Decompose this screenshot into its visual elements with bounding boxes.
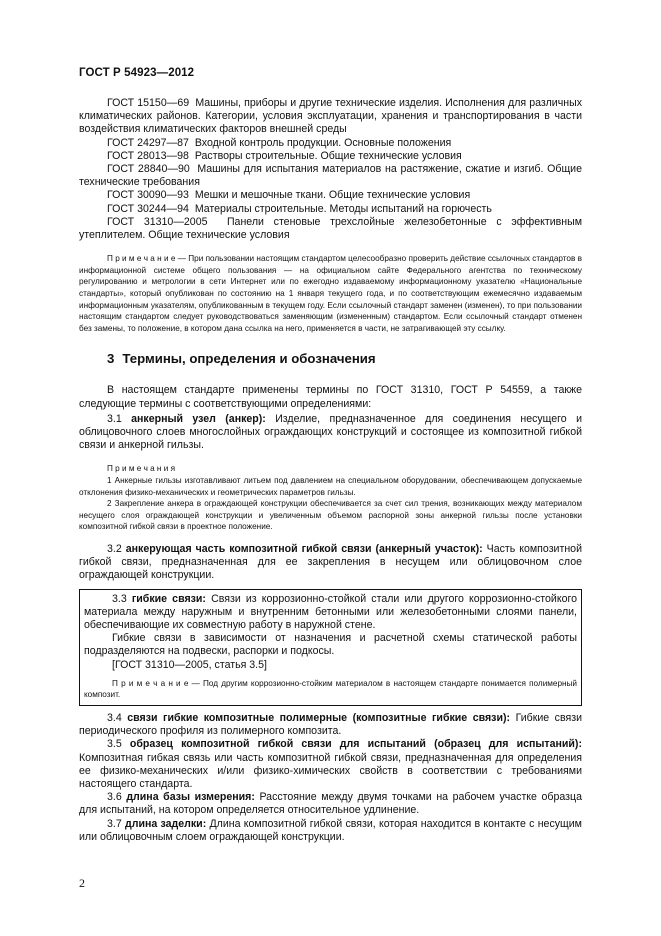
- normative-references-list: [79, 97, 582, 242]
- reference-item: [79, 203, 582, 216]
- document-header: ГОСТ Р 54923—2012: [79, 67, 195, 79]
- section-number: 3: [107, 351, 115, 367]
- reference-title: Растворы строительные. Общие технические условия: [194, 149, 462, 162]
- term-name: анкерующая часть композитной гибкой связи (анкерный участок):: [125, 542, 483, 555]
- reference-code: ГОСТ 31310—2005: [107, 215, 208, 228]
- references-note: [79, 253, 582, 334]
- term-number: 3.1: [107, 412, 122, 425]
- term-name: длина заделки:: [125, 817, 207, 830]
- term-definition: Гибкие связи периодического профиля из полимерного композита.: [79, 711, 582, 738]
- term-definition: Расстояние между двумя точками на рабочем участке образца для испытаний, на котором определяется относительное удлинение.: [79, 791, 582, 817]
- note-text: Под другим коррозионно-стойким материалом в настоящем стандарте понимается полимерный композит.: [84, 678, 577, 700]
- reference-item: [79, 216, 582, 242]
- reference-item: [79, 189, 582, 202]
- reference-item: [79, 137, 582, 150]
- note-item: 1 Анкерные гильзы изготавливают литьем под давлением на специальном оборудовании, обеспечивающем допускаемые отклонения физико-механических и геометрических параметров гильзы.: [79, 476, 582, 497]
- term-number: 3.7: [107, 817, 122, 830]
- term-definition-continued: Гибкие связи в зависимости от назначения и расчетной схемы статической работы подразделяются на подвески, распорки и подкосы.: [84, 632, 577, 658]
- reference-title: Машины для испытания материалов на растяжение, сжатие и изгиб. Общие технические требования: [79, 163, 582, 189]
- term-number: 3.3: [112, 592, 127, 605]
- section-title: Термины, определения и обозначения: [122, 351, 376, 367]
- term-3-3: [84, 593, 577, 633]
- term-definition: Изделие, предназначенное для соединения несущего и облицовочного слоев многослойных ограждающих конструкций и состоящее из композитной гибкой связи и анкерной гильзы.: [79, 412, 582, 452]
- note-label: П р и м е ч а н и е —: [112, 678, 200, 688]
- reference-code: ГОСТ 24297—87: [107, 136, 189, 149]
- reference-title: Мешки и мешочные ткани. Общие технические условия: [194, 189, 471, 202]
- reference-code: ГОСТ 30090—93: [107, 189, 189, 202]
- term-3-4: [79, 712, 582, 738]
- term-number: 3.4: [107, 711, 122, 724]
- reference-item: [79, 97, 582, 137]
- term-3-5: [79, 738, 582, 791]
- reference-title: Материалы строительные. Методы испытаний на горючесть: [194, 202, 492, 215]
- section-intro: В настоящем стандарте применены термины по ГОСТ 31310, ГОСТ Р 54559, а также следующие термины с соответствующими определениями:: [79, 384, 582, 410]
- note-item: 2 Закрепление анкера в ограждающей конструкции обеспечивается за счет сил трения, возникающих между материалом несущего слоя ограждающей конструкции и увеличенным объемом распорной зоны анкерной гильзы после установки композитной гибкой связи в проектное положение.: [79, 499, 582, 532]
- term-name: анкерный узел (анкер):: [131, 412, 266, 425]
- term-definition: Композитная гибкая связь или часть композитной гибкой связи, предназначенная для определения ее физико-механических и/или физико-химических свойств в соответствии с требованиями настоящего стандарта.: [79, 751, 582, 790]
- term-number: 3.5: [107, 738, 122, 751]
- term-name: длина базы измерения:: [126, 791, 255, 804]
- term-3-2: [79, 543, 582, 583]
- term-name: связи гибкие композитные полимерные (композитные гибкие связи):: [127, 711, 511, 724]
- reference-title: Машины, приборы и другие технические изделия. Исполнения для различных климатических районов. Категории, условия эксплуатации, хранения и транспортирования в части воздействия климатических факторов внешней среды: [79, 97, 583, 136]
- page-number: 2: [79, 876, 85, 890]
- term-name: гибкие связи:: [131, 592, 206, 605]
- term-definition: Связи из коррозионно-стойкой стали или другого коррозионно-стойкого материала между наружным и внутренним бетонными или железобетонными слоями панели, обеспечивающие их совместную работу в наружной стене.: [84, 592, 578, 631]
- reference-title: Панели стеновые трехслойные железобетонные с эффективным утеплителем. Общие технические условия: [79, 215, 582, 242]
- reference-title: Входной контроль продукции. Основные положения: [194, 136, 452, 149]
- term-3-1: [79, 413, 582, 453]
- term-3-3-box: [79, 589, 582, 706]
- term-number: 3.6: [107, 791, 122, 804]
- reference-code: ГОСТ 30244—94: [107, 202, 189, 215]
- term-number: 3.2: [107, 542, 122, 555]
- term-3-7: [79, 818, 582, 844]
- term-source: [ГОСТ 31310—2005, статья 3.5]: [112, 658, 267, 671]
- term-3-3-note: [84, 678, 577, 701]
- reference-code: ГОСТ 28013—98: [107, 149, 189, 162]
- notes-label: П р и м е ч а н и я: [107, 464, 176, 474]
- term-3-6: [79, 791, 582, 817]
- reference-code: ГОСТ 28840—90: [107, 163, 190, 176]
- section-heading: [107, 351, 582, 367]
- reference-code: ГОСТ 15150—69: [107, 97, 190, 109]
- reference-item: [79, 163, 582, 189]
- term-name: образец композитной гибкой связи для испытаний (образец для испытаний):: [129, 738, 582, 751]
- page-content: [79, 97, 582, 844]
- reference-item: [79, 150, 582, 163]
- term-definition: Длина композитной гибкой связи, которая находится в контакте с несущим или облицовочным слоем ограждающей конструкции.: [79, 817, 582, 843]
- term-3-1-notes: [79, 463, 582, 533]
- note-text: При пользовании настоящим стандартом целесообразно проверить действие ссылочных стандартов в информационной системе общего пользования — на официальном сайте Федерального агентства по техническому регулированию и метрологии в сети Интернет или по ежегодно издаваемому информационному указателю «Национальные стандарты», который опубликован по состоянию на 1 января текущего года, и по соответствующим ежемесячно издаваемым информационным указателям, опубликованным в текущем году. Если ссылочный стандарт заменен (изменен), то при пользовании настоящим стандартом следует руководствоваться заменяющим (измененным) стандартом. Если ссылочный стандарт отменен без замены, то положение, в котором дана ссылка на него, применяется в части, не затрагивающей эту ссылку.: [79, 254, 582, 333]
- term-definition: Часть композитной гибкой связи, предназначенная для ее закрепления в несущем или облицовочном слое ограждающей конструкции.: [79, 542, 582, 582]
- note-label: П р и м е ч а н и е —: [107, 254, 186, 264]
